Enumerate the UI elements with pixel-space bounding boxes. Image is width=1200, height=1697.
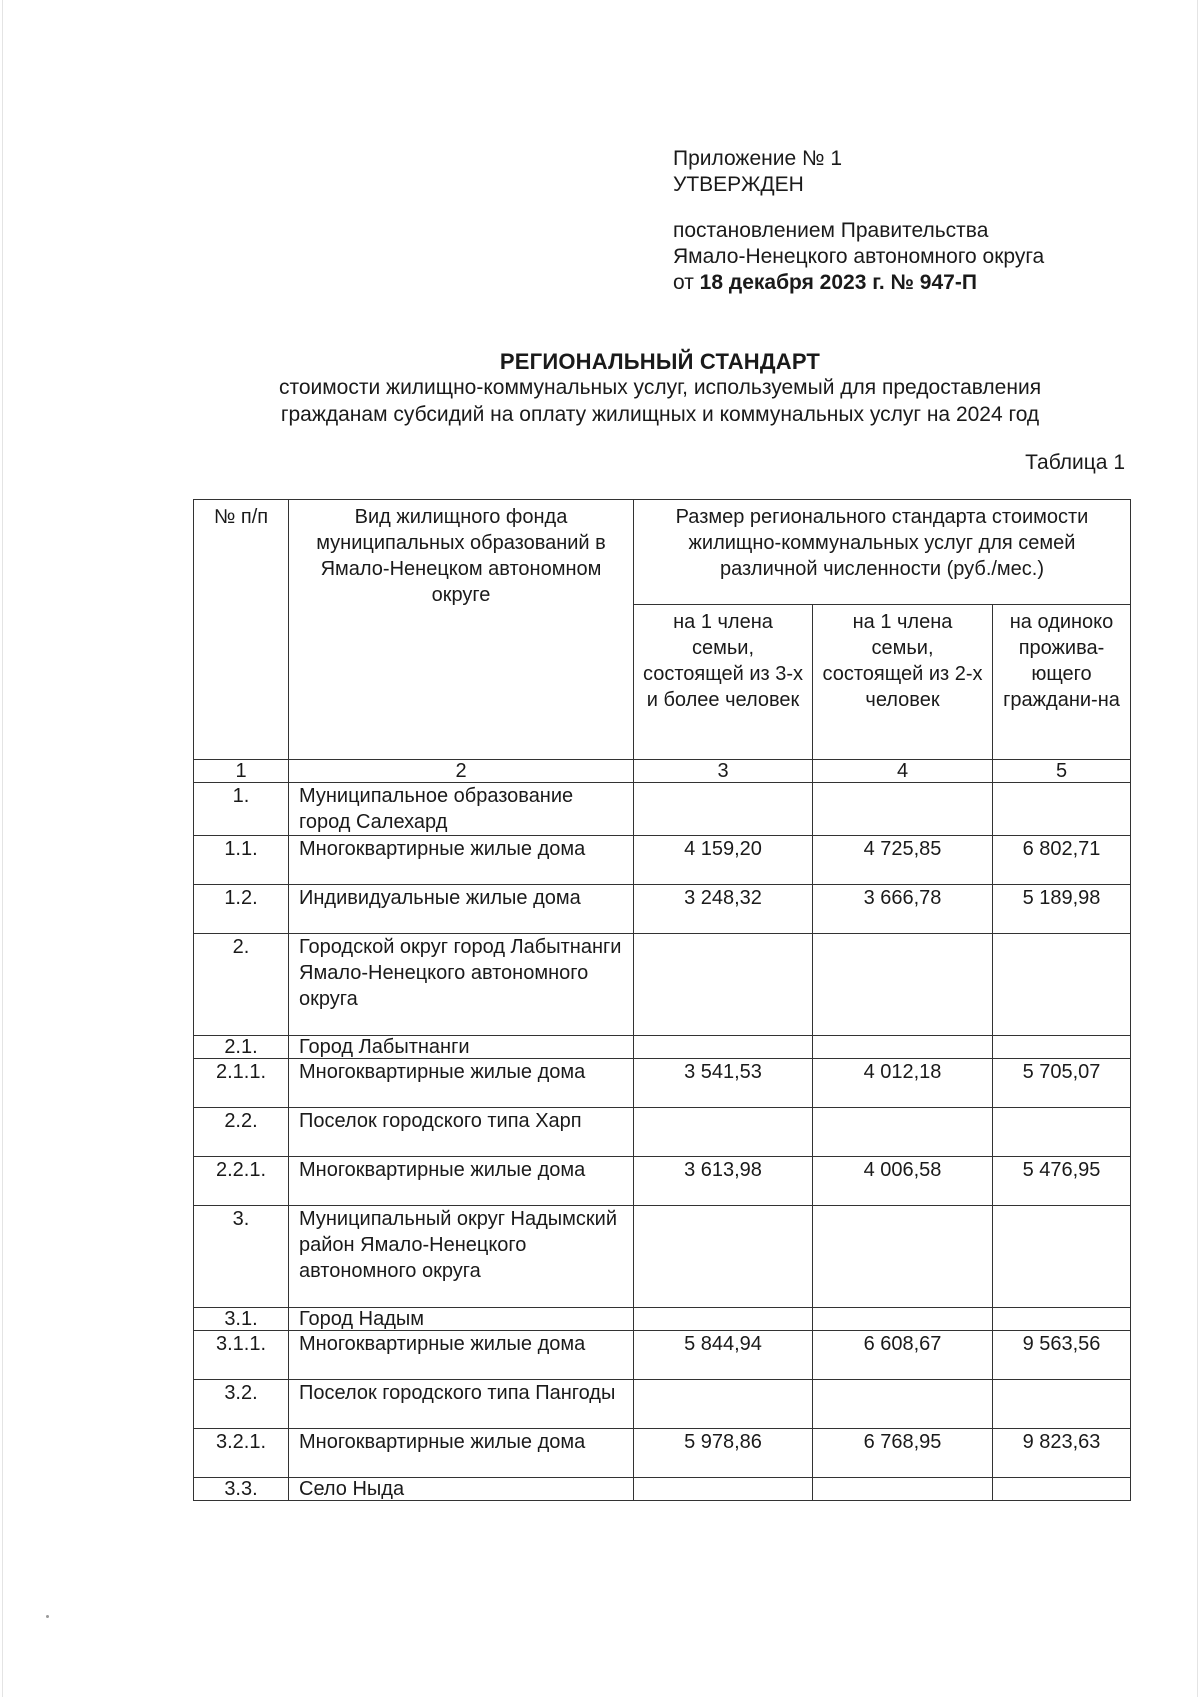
value-family-3plus [634,1380,813,1429]
row-number: 1.1. [194,836,289,885]
table-row [194,1108,1131,1157]
value-family-3plus [634,783,813,836]
value-single: 9 563,56 [993,1331,1131,1380]
row-number: 2. [194,934,289,1036]
value-family-3plus [634,934,813,1036]
scan-edge-left [2,0,3,1697]
resolution-date [673,270,1093,296]
value-family-2: 4 006,58 [813,1157,993,1206]
value-family-3plus: 5 844,94 [634,1331,813,1380]
value-family-3plus [634,1108,813,1157]
table-row [194,1036,1131,1059]
value-family-3plus: 3 248,32 [634,885,813,934]
subtitle-line-1: стоимости жилищно-коммунальных услуг, используемый для предоставления [278,376,1042,399]
value-family-3plus [634,1036,813,1059]
row-number: 3.3. [194,1478,289,1501]
header-family-2: на 1 члена семьи, состоящей из 2-х человек [813,605,993,760]
resolution-date-number: 18 декабря 2023 г. № 947-П [699,271,977,294]
table-row [194,1206,1131,1308]
header-housing-type: Вид жилищного фонда муниципальных образований в Ямало-Ненецком автономном округе [289,500,634,760]
row-name: Город Надым [289,1308,634,1331]
row-name: Многоквартирные жилые дома [289,836,634,885]
row-number: 2.2. [194,1108,289,1157]
value-family-2: 4 725,85 [813,836,993,885]
value-single [993,1380,1131,1429]
resolution-date-prefix: от [673,271,700,294]
header-standard-size: Размер регионального стандарта стоимости жилищно-коммунальных услуг для семей различной численности (руб./мес.) [634,500,1131,605]
approval-block [673,146,1093,296]
row-name: Поселок городского типа Пангоды [289,1380,634,1429]
value-family-2: 6 608,67 [813,1331,993,1380]
column-number: 4 [813,760,993,783]
document-title: РЕГИОНАЛЬНЫЙ СТАНДАРТ [499,349,821,374]
value-single [993,1036,1131,1059]
row-number: 1. [194,783,289,836]
value-family-3plus: 3 541,53 [634,1059,813,1108]
table-row [194,1308,1131,1331]
row-number: 3. [194,1206,289,1308]
value-family-2 [813,1206,993,1308]
value-family-2: 4 012,18 [813,1059,993,1108]
header-num: № п/п [194,500,289,760]
table-row [194,1331,1131,1380]
row-number: 3.2.1. [194,1429,289,1478]
value-family-2 [813,1036,993,1059]
row-number: 3.1. [194,1308,289,1331]
value-single: 5 476,95 [993,1157,1131,1206]
scan-edge-right [1197,0,1198,1697]
value-single: 6 802,71 [993,836,1131,885]
row-name: Многоквартирные жилые дома [289,1331,634,1380]
table-row [194,836,1131,885]
row-number: 1.2. [194,885,289,934]
value-single [993,1206,1131,1308]
column-number: 3 [634,760,813,783]
value-single: 5 705,07 [993,1059,1131,1108]
standard-table [193,499,1131,1501]
row-name: Город Лабытнанги [289,1036,634,1059]
table-row [194,783,1131,836]
value-family-3plus: 5 978,86 [634,1429,813,1478]
row-number: 2.2.1. [194,1157,289,1206]
table-row [194,1429,1131,1478]
value-family-2 [813,1308,993,1331]
table-label: Таблица 1 [1025,451,1125,474]
row-name: Индивидуальные жилые дома [289,885,634,934]
value-family-2 [813,1478,993,1501]
value-single [993,934,1131,1036]
column-number: 5 [993,760,1131,783]
row-name: Городской округ город Лабытнанги Ямало-Ненецкого автономного округа [289,934,634,1036]
table-row [194,934,1131,1036]
value-single [993,1478,1131,1501]
value-single: 9 823,63 [993,1429,1131,1478]
value-family-2 [813,1380,993,1429]
value-family-3plus [634,1206,813,1308]
appendix-number: Приложение № 1 [673,147,843,170]
header-family-3plus: на 1 члена семьи, состоящей из 3-х и более человек [634,605,813,760]
resolution-line: постановлением Правительства [673,219,989,242]
subtitle-line-2: гражданам субсидий на оплату жилищных и коммунальных услуг на 2024 год [280,403,1040,426]
table-row [194,1059,1131,1108]
value-single: 5 189,98 [993,885,1131,934]
table-row [194,1478,1131,1501]
row-number: 3.1.1. [194,1331,289,1380]
approved-label: УТВЕРЖДЕН [673,173,804,196]
column-number: 1 [194,760,289,783]
row-name: Многоквартирные жилые дома [289,1157,634,1206]
document-subtitle [200,374,1120,428]
value-family-2 [813,934,993,1036]
value-single [993,783,1131,836]
resolution-authority: Ямало-Ненецкого автономного округа [673,245,1045,268]
row-number: 3.2. [194,1380,289,1429]
value-family-3plus: 3 613,98 [634,1157,813,1206]
value-single [993,1108,1131,1157]
column-number-row [194,760,1131,783]
row-number: 2.1. [194,1036,289,1059]
value-family-3plus [634,1478,813,1501]
value-family-3plus [634,1308,813,1331]
header-row-1 [194,500,1131,605]
value-family-2: 6 768,95 [813,1429,993,1478]
row-name: Муниципальное образование город Салехард [289,783,634,836]
row-name: Многоквартирные жилые дома [289,1059,634,1108]
value-single [993,1308,1131,1331]
table-row [194,1380,1131,1429]
row-name: Поселок городского типа Харп [289,1108,634,1157]
row-number: 2.1.1. [194,1059,289,1108]
table-row [194,1157,1131,1206]
row-name: Многоквартирные жилые дома [289,1429,634,1478]
value-family-2 [813,783,993,836]
value-family-2: 3 666,78 [813,885,993,934]
value-family-3plus: 4 159,20 [634,836,813,885]
value-family-2 [813,1108,993,1157]
header-single: на одиноко прожива-ющего граждани-на [993,605,1131,760]
row-name: Муниципальный округ Надымский район Ямало-Ненецкого автономного округа [289,1206,634,1308]
scan-speck [46,1615,49,1618]
table-row [194,885,1131,934]
column-number: 2 [289,760,634,783]
row-name: Село Ныда [289,1478,634,1501]
